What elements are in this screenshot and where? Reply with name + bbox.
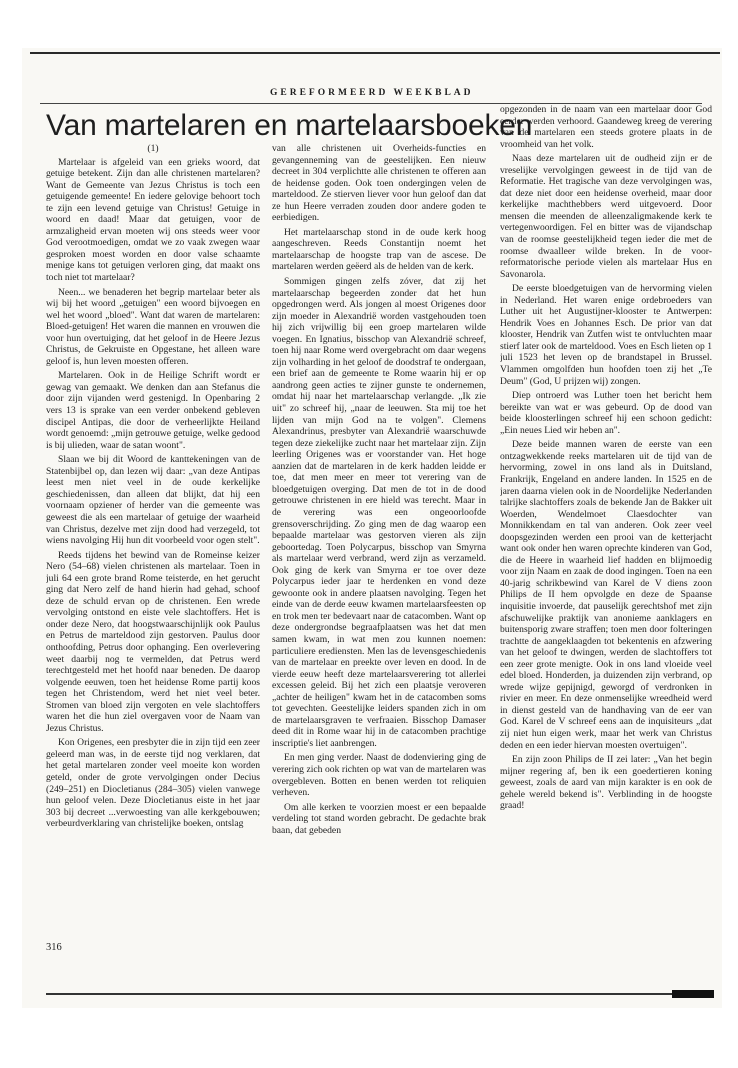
running-head: GEREFORMEERD WEEKBLAD <box>270 88 474 98</box>
text-column-3 <box>500 104 712 997</box>
paragraph: Het martelaarschap stond in de oude kerk hoog aangeschreven. Reeds Constantijn noemt het martelaarschap de hoogste trap van de ascese. De martelaren werden geëerd als de helden van de kerk. <box>272 226 486 273</box>
paragraph: Naas deze martelaren uit de oudheid zijn er de vreselijke vervolgingen geweest in de tijd van de Reformatie. Het tragische van deze vervolgingen was, dat deze niet door een heidense overheid, maar door kerkelijke machthebbers werd uitgevoerd. Door mensen die meenden de alleenzaligmakende kerk te vertegenwoordigen. Fel en bitter was de vijandschap van de roomse geestelijkheid tegen ieder die met de roomse dwaalleer wilde breken. In de voor-reformatorische periode vielen als martelaar Hus en Savonarola. <box>500 153 712 280</box>
text-column-2 <box>272 143 486 975</box>
section-number: (1) <box>147 143 159 154</box>
paragraph: Deze beide mannen waren de eerste van een ontzagwekkende reeks martelaren uit de tijd van de hervorming, zowel in ons land als in Duitsland, Frankrijk, Engeland en andere landen. In 1525 en de jaren daarna vielen ook in de Noordelijke Nederlanden talrijke slachtoffers zoals de bekende Jan de Bakker uit Woerden, Wendelmoet Claesdochter van Monnikkendam en tal van anderen. Ook zeer veel doopsgezinden werden een prooi van de ketterjacht want ook onder hen waren oprechte kinderen van God, die de Heere in waarheid lief hadden en blijmoedig voor zijn Naam en zaak de dood ingingen. Toen na een 40-jarig schrikbewind van Karel de V diens zoon Philips de II hem opvolgde en deze de Spaanse inquisitie invoerde, dat pauselijk gerechtshof met zijn afschuwelijke praktijk van anonieme aanklagers en buitensporig zware straffen; toen men door folteringen trachtte de aangeklaagden tot bekentenis en afzwering van het geloof te dwingen, werden de slachtoffers tot een zeer grote menigte. Ook in ons land vloeide veel edel bloed. Honderden, ja duizenden zijn verbrand, op wrede wijze gepijnigd, geworgd of verdronken in rivier en meer. En deze onmenselijke wreedheid werd in dienst gesteld van de handhaving van de eer van God. Karel de V schreef eens aan de inquisiteurs „dat zij niet hun eigen werk, maar het werk van Christus deden en een ieder hiervan moesten overtuigen". <box>500 439 712 751</box>
print-mark <box>672 990 714 998</box>
paragraph: Martelaren. Ook in de Heilige Schrift wordt er gewag van gemaakt. We denken dan aan Stefanus die door zijn vijanden werd gestenigd. In Openbaring 2 vers 13 is sprake van een verder onbekend gebleven discipel Antipas, die door de verheerlijkte Heiland wordt genoemd: „mijn getrouwe getuige, welke gedood is bij ulieden, waar de satan woont". <box>46 370 260 451</box>
top-rule <box>30 52 720 54</box>
paragraph: Slaan we bij dit Woord de kanttekeningen van de Statenbijbel op, dan lezen wij daar: „van deze Antipas leest men niet veel in de oude kerkelijke geschiedenissen, dan alleen dat blijkt, dat hij een voornaam opziener of herder van die gemeente was geweest die als een martelaar of getuige der waarheid van Christus, dezelve met zijn dood had verzegeld, tot wiens navolging Hij hun dit voorbeeld voor ogen stelt". <box>46 454 260 547</box>
paragraph: Kon Origenes, een presbyter die in zijn tijd een zeer geleerd man was, in de eerste tijd nog verklaren, dat het getal martelaren zonder veel moeite kon worden geteld, onder de grote vervolgingen onder Decius (249–251) en Diocletianus (284–305) vielen vanwege hun geloof velen. Deze Diocletianus eiste in het jaar 303 bij decreet ...verwoesting van alle kerkgebouwen; verbeurdverklaring van christelijke boeken, ontslag <box>46 737 260 830</box>
text-column-1 <box>46 143 260 931</box>
paragraph: Diep ontroerd was Luther toen het bericht hem bereikte van wat er was gebeurd. Op de dood van beide kloosterlingen schreef hij een schoon gedicht: „Ein neues Lied wir heben an". <box>500 390 712 436</box>
paragraph: De eerste bloedgetuigen van de hervorming vielen in Nederland. Het waren enige ordebroeders van Luther uit het Augustijner-klooster te Antwerpen: Hendrik Voes en Johannes Esch. De prior van dat klooster, Hendrik van Zutfen wist te ontvluchten maar stierf later ook de marteldood. Voes en Esch lieten op 1 juli 1523 het leven op de brandstapel in Brussel. Vlammen omgolfden hun hoofden toen zij het „Te Deum" (God, U prijzen wij) zongen. <box>500 283 712 387</box>
article-title: Van martelaren en martelaarsboeken <box>46 109 533 142</box>
paragraph: Om alle kerken te voorzien moest er een bepaalde verdeling tot stand worden gebracht. De gedachte brak baan, dat gebeden <box>272 801 486 836</box>
paragraph: van alle christenen uit Overheids-functies en gevangenneming van de geestelijken. Een nieuw decreet in 304 verplichtte alle christenen te offeren aan de heidense goden. Ook toen ondergingen velen de marteldood. Ze stierven liever voor hun geloof dan dat ze hun Heere verraden zouden door andere goden te eerbiedigen. <box>272 143 486 224</box>
bottom-rule <box>46 993 706 995</box>
paragraph: En men ging verder. Naast de dodenviering ging de verering zich ook richten op wat van de martelaren was overgebleven. Botten en benen werden tot reliquien verheven. <box>272 752 486 799</box>
paragraph: En zijn zoon Philips de II zei later: „Van het begin mijner regering af, ben ik een goedertieren koning geweest, zoals de aard van mijn karakter is en ook de gehele wereld bekend is". Verblinding in de hoogste graad! <box>500 754 712 812</box>
paragraph: Neen... we benaderen het begrip martelaar beter als wij bij het woord „getuigen" een woord bijvoegen en wel het woord „bloed". Want dat waren de martelaren: Bloed-getuigen! Het waren die mannen en vrouwen die voor hun overtuiging, dat het geloof in de Heere Jezus Christus, de Gekruiste en Opgestane, het alleen ware geloof is, hun leven moesten offeren. <box>46 286 260 367</box>
paragraph: Martelaar is afgeleid van een grieks woord, dat getuige betekent. Zijn dan alle christenen martelaren? Want de Gemeente van Jezus Christus is toch een getuigende gemeente! En iedere gelovige behoort toch te zijn een levend getuige van Christus! Getuige in woord en daad! Maar dat getuigen, voor de armzaligheid ervan moeten wij ons steeds weer voor God verootmoedigen, omdat we zo vaak zwegen waar gesproken moest worden en door valse schaamte menige kans tot getuigen verloren ging, dat maakt ons toch niet tot martelaar? <box>46 156 260 284</box>
paragraph: Reeds tijdens het bewind van de Romeinse keizer Nero (54–68) vielen christenen als martelaar. Toen in juli 64 een grote brand Rome teisterde, en het gerucht ging dat Nero zelf de hand hierin had gehad, schoof deze de schuld ervan op de christenen. Een wrede vervolging ontstond en eiste vele slachtoffers. Het is onder deze Nero, dat hoogstwaarschijnlijk ook Paulus en Petrus de marteldood zijn gestorven. Paulus door onthoofding, Petrus door ophanging. Een overlevering weet daarbij nog te vermelden, dat Petrus werd terechtgesteld met het hoofd naar beneden. De daarop volgende eeuwen, toen het heidense Rome partij koos tegen het Christendom, werd het niet veel beter. Stromen van bloed zijn vergoten en vele slachtoffers waren het die hun ziel overgaven voor de Naam van Jezus Christus. <box>46 549 260 734</box>
paragraph: opgezonden in de naam van een martelaar door God eerder werden verhoord. Gaandeweg kreeg de verering van de martelaren een steeds grotere plaats in de vroomheid van het volk. <box>500 104 712 150</box>
page-number: 316 <box>46 942 62 953</box>
paragraph: Sommigen gingen zelfs zóver, dat zij het martelaarschap begeerden zonder dat het hun opgedrongen werd. Als jongen al moest Origenes door zijn moeder in Alexandrië worden vastgehouden toen hij zich vrijwillig bij een groep martelaren wilde voegen. En Ignatius, bisschop van Alexandrië schreef, toen hij naar Rome werd overgebracht om daar wegens zijn volharding in het geloof de doodstraf te ondergaan, een brief aan de gemeente te Rome waarin hij er op aandrong geen acties te zijner gunste te ondernemen, omdat hij naar het martelaarschap verlangde. „Ik zie uit" zo schreef hij, „naar de leeuwen. Sta mij toe het lijden van mijn God na te volgen". Clemens Alexandrinus, presbyter van Alexandrië waarschuwde tegen deze ziekelijke zucht naar het martelaar zijn. Zijn leerling Origenes was er voorstander van. Het hoge aanzien dat de martelaren in de kerk hadden leidde er toe, dat men meer en meer tot verering van de bloedgetuigen overging. Dat men de tot in de dood getrouwe christenen in ere hield was terecht. Maar in de verering was een ongeoorloofde grensoverschrijding. Zo ging men de dag waarop een bepaalde martelaar was gestorven vieren als zijn geboortedag. Toen Polycarpus, bisschop van Smyrna als martelaar werd verbrand, werd zijn as verzameld. Ook ging de kerk van Smyrna er toe over deze Polycarpus ieder jaar te herdenken en vond deze gewoonte ook in andere plaatsen navolging. Tegen het einde van de derde eeuw kwamen martelaarsfeesten op en trok men ter bedevaart naar de catacomben. Want op deze ondergrondse begraafplaatsen was het dat men samen kwam, in wat men zou kunnen noemen: particuliere erediensten. Men las de levensgeschiedenis van de martelaar en preekte over leven en dood. In de vierde eeuw heeft deze martelaarsverering tot allerlei excessen geleid. Bij het zich een plaatsje veroveren „achter de heiligen" kwam het in de catacomben soms tot gevechten. Geestelijke leiders spanden zich in om de martelaarsgraven te verfraaien. Bisschop Damaser deed dit in Rome waar hij in de catacomben prachtige inscriptie's liet aanbrengen. <box>272 276 486 749</box>
